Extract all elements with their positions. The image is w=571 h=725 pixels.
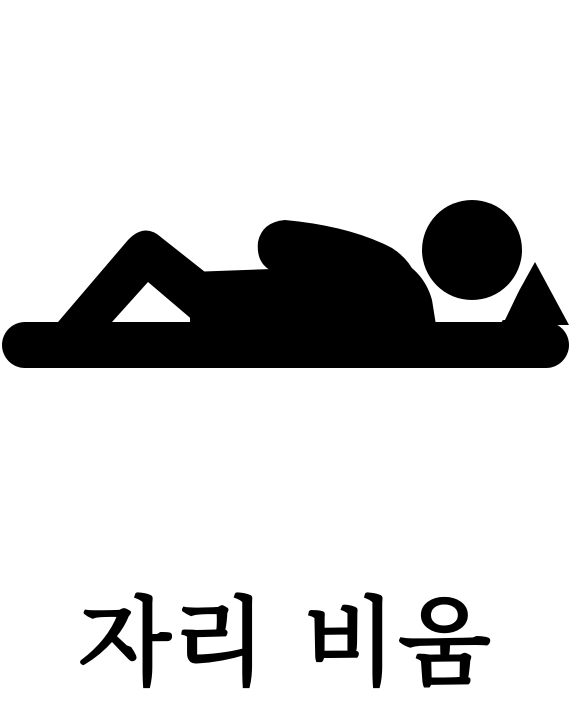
pictogram-figure [2,200,569,368]
head [422,200,522,300]
body-ground-bar [2,322,569,368]
caption-text: 자리 비움 [78,587,493,699]
